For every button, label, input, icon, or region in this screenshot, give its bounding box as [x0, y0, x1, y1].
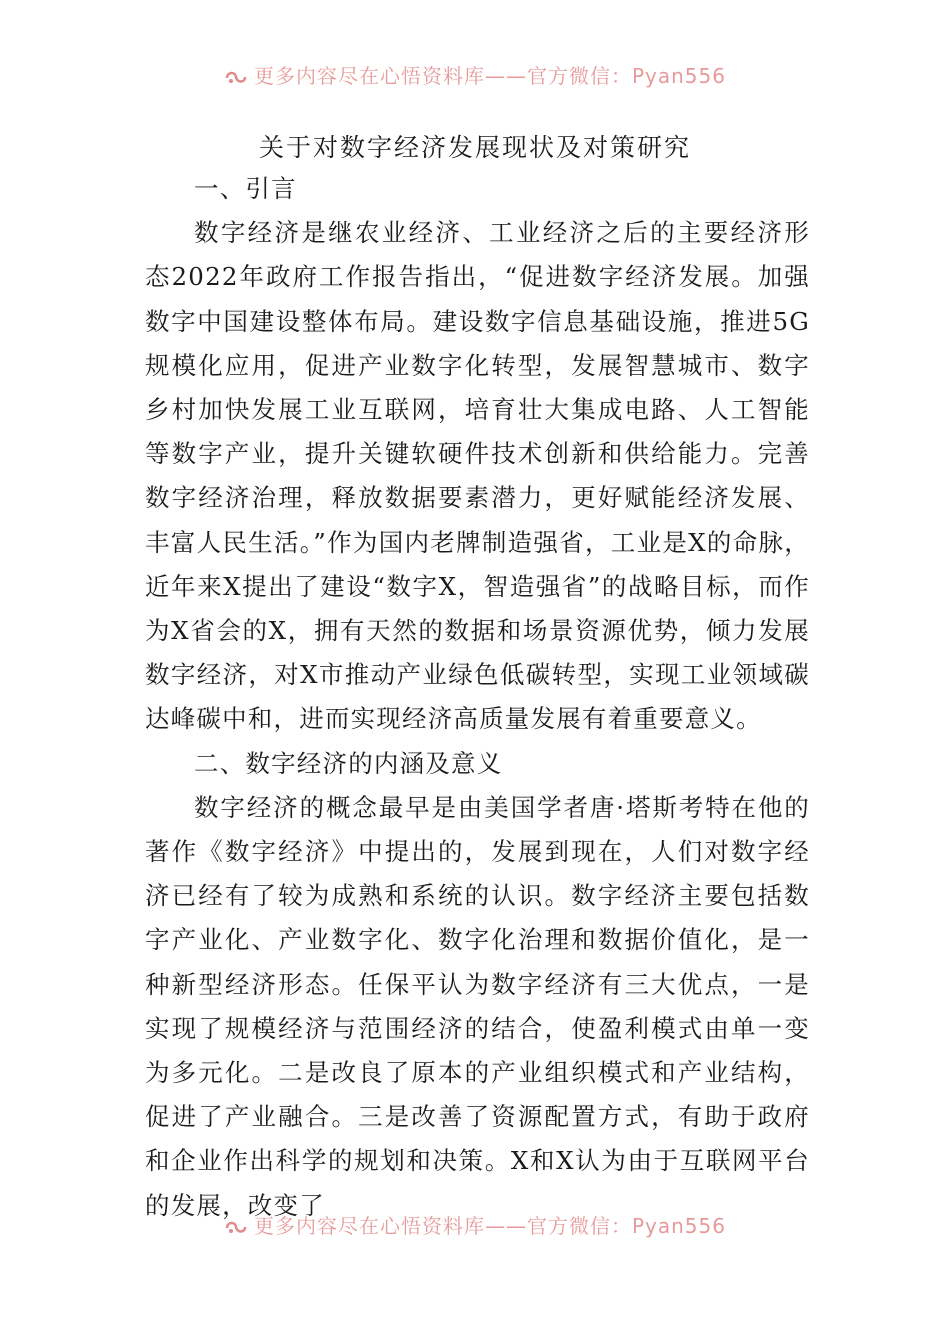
watermark-text: 更多内容尽在心悟资料库——官方微信：Pyan556	[253, 64, 726, 88]
paragraph-meaning: 数字经济的概念最早是由美国学者唐·塔斯考特在他的著作《数字经济》中提出的，发展到现在，人们对数字经济已经有了较为成熟和系统的认识。数字经济主要包括数字产业化、产业数字化、数字化治理和数据价值化，是一种新型经济形态。任保平认为数字经济有三大优点，一是实现了规模经济与范围经济的结合，使盈利模式由单一变为多元化。二是改良了原本的产业组织模式和产业结构，促进了产业融合。三是改善了资源配置方式，有助于政府和企业作出科学的规划和决策。X和X认为由于互联网平台的发展，改变了	[145, 792, 810, 1220]
document-title: 关于对数字经济发展现状及对策研究	[258, 133, 691, 162]
watermark-logo-icon	[224, 1219, 248, 1237]
watermark-logo-icon	[224, 69, 248, 87]
section-heading-meaning: 二、数字经济的内涵及意义	[194, 748, 503, 778]
watermark-footer	[0, 1210, 950, 1239]
section-heading-intro: 一、引言	[194, 174, 297, 203]
watermark-header	[0, 60, 950, 89]
paragraph-intro: 数字经济是继农业经济、工业经济之后的主要经济形态2022年政府工作报告指出，“促进数字经济发展。加强数字中国建设整体布局。建设数字信息基础设施，推进5G规模化应用，促进产业数字化转型，发展智慧城市、数字乡村加快发展工业互联网，培育壮大集成电路、人工智能等数字产业，提升关键软硬件技术创新和供给能力。完善数字经济治理，释放数据要素潜力，更好赋能经济发展、丰富人民生活。”作为国内老牌制造强省，工业是X的命脉，近年来X提出了建设“数字X，智造强省”的战略目标，而作为X省会的X，拥有天然的数据和场景资源优势，倾力发展数字经济，对X市推动产业绿色低碳转型，实现工业领域碳达峰碳中和，进而实现经济高质量发展有着重要意义。	[145, 218, 810, 734]
document-body	[145, 167, 810, 1228]
watermark-text: 更多内容尽在心悟资料库——官方微信：Pyan556	[253, 1214, 726, 1238]
